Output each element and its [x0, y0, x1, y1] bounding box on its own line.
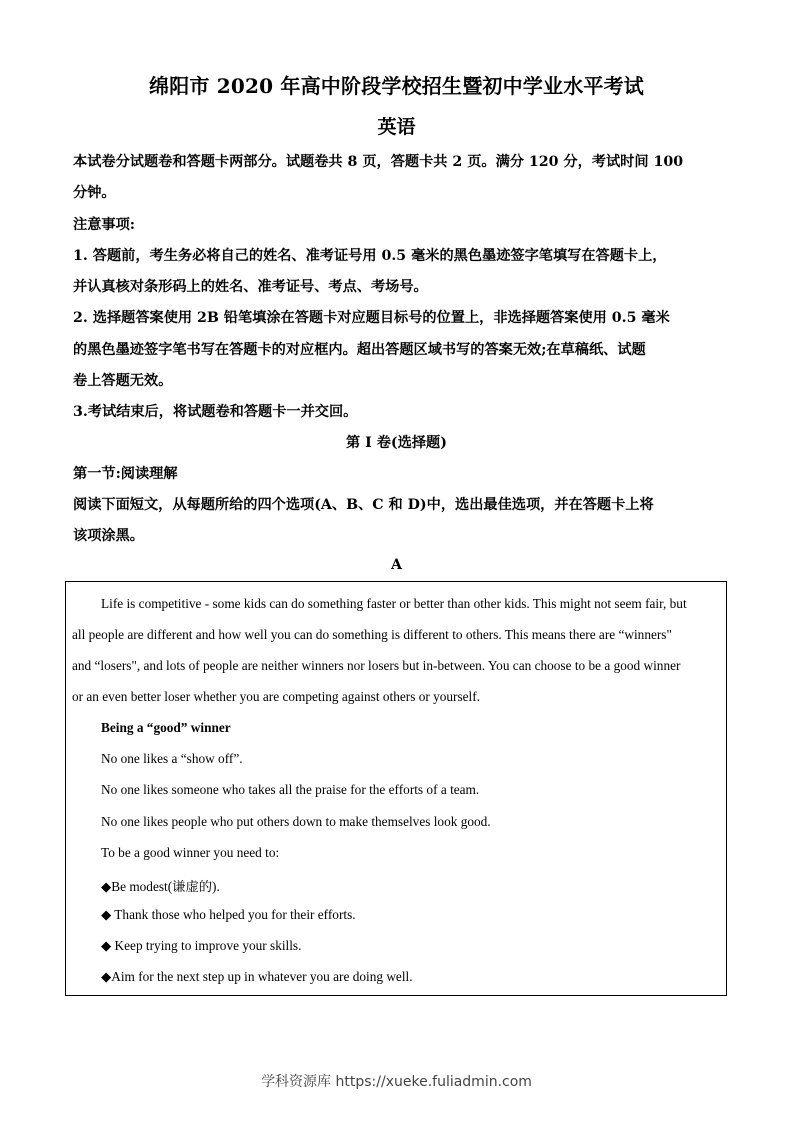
- passage-sentence-4: To be a good winner you need to:: [101, 845, 280, 860]
- note-1-line-1: 1. 答题前，考生务必将自己的姓名、准考证号用 0.5 毫米的黑色墨迹签字笔填写在答题卡上，: [73, 248, 667, 264]
- passage-line-1: Life is competitive - some kids can do something faster or better than other kids. This might not seem fair, but: [101, 596, 687, 611]
- passage-sentence-3: No one likes people who put others down to make themselves look good.: [101, 814, 491, 829]
- passage-line-2: all people are different and how well you can do something is different to others. This means there are “winners": [72, 627, 672, 642]
- instruction-line-2: 该项涂黑。: [73, 528, 144, 544]
- subject-title: 英语: [377, 116, 416, 138]
- bullet-item-1: ◆Be modest(谦虚的).: [101, 879, 220, 894]
- exam-title: 绵阳市 2020 年高中阶段学校招生暨初中学业水平考试: [149, 74, 644, 98]
- note-3: 3.考试结束后，将试题卷和答题卡一并交回。: [73, 404, 358, 420]
- intro-line-2: 分钟。: [73, 185, 116, 201]
- note-2-line-2: 的黑色墨迹签字笔书写在答题卡的对应框内。超出答题区域书写的答案无效;在草稿纸、试题: [73, 342, 646, 358]
- notes-heading: 注意事项:: [73, 217, 135, 233]
- passage-line-4: or an even better loser whether you are competing against others or yourself.: [72, 689, 480, 704]
- part-heading: 第一节:阅读理解: [73, 466, 178, 482]
- note-2-line-3: 卷上答题无效。: [73, 373, 173, 389]
- passage-sentence-1: No one likes a “show off”.: [101, 751, 243, 766]
- bullet-item-4: ◆Aim for the next step up in whatever you are doing well.: [101, 969, 413, 984]
- passage-sentence-2: No one likes someone who takes all the praise for the efforts of a team.: [101, 782, 480, 797]
- bullet-item-2: ◆ Thank those who helped you for their efforts.: [101, 907, 356, 922]
- instruction-line-1: 阅读下面短文，从每题所给的四个选项(A、B、C 和 D)中，选出最佳选项，并在答题卡上将: [73, 497, 654, 513]
- intro-line-1: 本试卷分试题卷和答题卡两部分。试题卷共 8 页，答题卡共 2 页。满分 120 分，考试时间 100: [73, 154, 684, 170]
- passage-label: A: [390, 557, 402, 573]
- passage-subheading: Being a “good” winner: [101, 720, 231, 735]
- passage-line-3: and “losers", and lots of people are neither winners nor losers but in-between. You can choose to be a good winner: [72, 658, 681, 673]
- footer-watermark: 学科资源库 https://xueke.fuliadmin.com: [261, 1074, 532, 1090]
- bullet-item-3: ◆ Keep trying to improve your skills.: [101, 938, 302, 953]
- note-2-line-1: 2. 选择题答案使用 2B 铅笔填涂在答题卡对应题目标号的位置上，非选择题答案使用 0.5 毫米: [73, 310, 670, 326]
- note-1-line-2: 并认真核对条形码上的姓名、准考证号、考点、考场号。: [73, 279, 428, 295]
- volume-heading: 第 I 卷(选择题): [346, 435, 447, 451]
